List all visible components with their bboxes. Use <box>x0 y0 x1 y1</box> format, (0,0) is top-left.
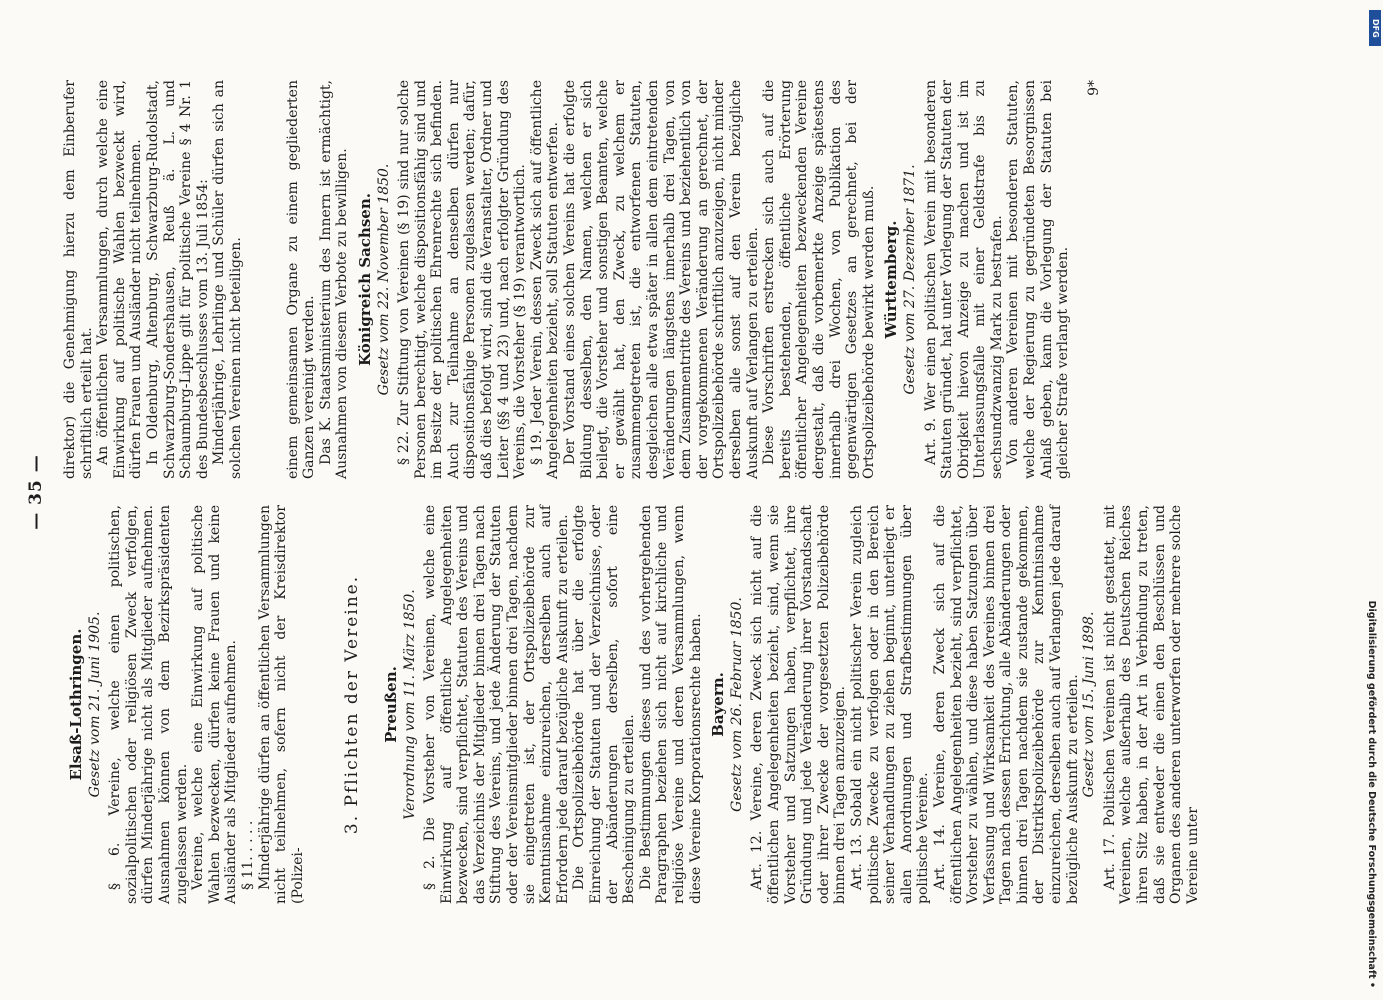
dfg-logo-icon: DFG <box>1369 10 1381 46</box>
paragraph: Die Bestimmungen dieses und des vorhergehenden Paragraphen beziehen sich nicht auf kirchliche und religiöse Vereine und deren Versammlungen, wenn diese Vereine Korporationsrechte haben. <box>637 505 704 904</box>
paragraph: § 22. Zur Stiftung von Vereinen (§ 19) sind nur solche Personen berechtigt, welche dispositionsfähig sind und im Besitze der politischen Ehrenrechte sich befinden. Auch zur Teilnahme an denselben dürfen nur dispositionsfähige Personen zugelassen werden; dafür, daß dies befolgt wird, sind die Veranstalter, Ordner und Leiter (§§ 4 und 23) und, nach erfolgter Gründung des Vereins, die Vorsteher (§ 19) verantwortlich. <box>396 80 529 479</box>
paragraph: Art. 17. Politischen Vereinen ist nicht gestattet, mit Vereinen, welche außerhalb des Deutschen Reiches ihren Sitz haben, in der Art in Verbindung zu treten, daß sie entweder die einen den Beschlüssen und Organen des anderen unterworfen oder mehrere solche Vereine unter <box>1101 505 1201 904</box>
page-number: — 35 — <box>26 454 46 530</box>
paragraph: In Oldenburg, Altenburg, Schwarzburg-Rudolstadt, Schwarzburg-Sondershausen, Reuß ä. L. und Schaumburg-Lippe gilt für politische Vereine § 4 Nr. 1 des Bundesbeschlusses vom 13. Juli 1854: <box>144 80 211 479</box>
paragraph: Die Ortspolizeibehörde hat über die erfolgte Einreichung der Statuten und der Verzeichnisse, oder der Abänderungen derselben, sofort eine Bescheinigung zu erteilen. <box>571 505 638 904</box>
section-title: Württemberg. <box>882 220 901 339</box>
section-title: Preußen. <box>381 666 400 743</box>
paragraph: Diese Vorschriften erstrecken sich auch auf die bereits bestehenden, öffentliche Erörterung öffentlicher Angelegenheiten bezweckenden Vereine dergestalt, daß die vorbemerkte Anzeige spätestens innerhalb drei Wochen, von Publikation des gegenwärtigen Gesetzes an gerechnet, bei der Ortspolizeibehörde bewirkt werden muß. <box>761 80 877 479</box>
section-date: Gesetz vom 22. November 1850. <box>375 163 392 396</box>
paragraph: An öffentlichen Versammlungen, durch welche eine Einwirkung auf politische Wahlen bezweckt wird, dürfen Frauen und Ausländer nicht teilnehmen. <box>95 80 145 479</box>
section-title: Bayern. <box>709 672 728 737</box>
paragraph: Minderjährige, Lehrlinge und Schüler dürfen sich an solchen Vereinen nicht beteiligen. <box>211 80 244 479</box>
section-date: Gesetz vom 27. Dezember 1871. <box>901 164 918 395</box>
section-date: Gesetz vom 21. Juni 1905. <box>86 611 103 798</box>
signature-mark: 9* <box>1085 80 1102 96</box>
section-title: Königreich Sachsen. <box>355 193 374 366</box>
section-title: Elsaß-Lothringen. <box>67 628 85 781</box>
section-date: Gesetz vom 15. Juni 1898. <box>1081 611 1098 798</box>
paragraph: Der Vorstand eines solchen Vereins hat die erfolgte Bildung desselben, den Namen, welchen er sich beilegt, die Vorsteher und sonstigen Beamten, welche er gewählt hat, den Zweck, zu welchem er zusammengetreten ist, die entworfenen Statuten, desgleichen alle etwa später in allen dem eintretenden Veränderungen längstens innerhalb drei Tagen, von dem Zusammentritte des Vereins und beziehentlich von der vorgekommenen Veränderung an gerechnet, der Ortspolizeibehörde schriftlich anzuzeigen, nicht minder derselben alle sonst auf den Verein bezügliche Auskunft auf Verlangen zu erteilen. <box>562 80 761 479</box>
paragraph: Art. 12. Vereine, deren Zweck sich nicht auf die öffentlichen Angelegenheiten bezieht, sind, wenn sie Vorsteher und Satzungen haben, verpflichtet, ihre Gründung und jede Veränderung ihrer Vorstandschaft oder ihrer Zwecke der vorgesetzten Polizeibehörde binnen drei Tagen anzuzeigen. <box>749 505 849 904</box>
section-date: Verordnung vom 11. März 1850. <box>401 589 418 820</box>
paragraph: Art. 14. Vereine, deren Zweck sich auf die öffentlichen Angelegenheiten bezieht, sind verpflichtet, Vorsteher zu wählen, und diese haben Satzungen über Verfassung und Wirksamkeit des Vereines binnen drei Tagen nach dessen Errichtung, alle Abänderungen oder binnen drei Tagen nachdem sie zustande gekommen, der Distriktspolizeibehörde zur Kenntnisnahme einzureichen, derselben auch auf Verlangen jede darauf bezügliche Auskunft zu erteilen. <box>931 505 1081 904</box>
right-column <box>62 80 1102 479</box>
paragraph: Das K. Staatsministerium des Innern ist ermächtigt, Ausnahmen von diesem Verbote zu bewilligen. <box>317 80 351 479</box>
paragraph: Art. 13. Sobald ein nicht politischer Verein zugleich politische Zwecke zu verfolgen oder in den Bereich seiner Verhandlungen zu ziehen beginnt, unterliegt er allen Anordnungen und Strafbestimmungen über politische Vereine. <box>848 505 932 904</box>
paragraph: Von anderen Vereinen mit besonderen Statuten, welche der Regierung zu gegründeten Besorgnissen Anlaß geben, kann die Vorlegung der Statuten bei gleicher Strafe verlangt werden. <box>1005 80 1072 479</box>
dfg-credit-strip <box>1363 8 1379 998</box>
paragraph: Vereine, welche eine Einwirkung auf politische Wahlen bezwecken, dürfen keine Frauen und keine Ausländer als Mitglieder aufnehmen. <box>190 505 240 904</box>
paragraph: § 11. . . . . <box>239 820 256 890</box>
chapter-heading: 3. Pflichten der Vereine. <box>342 574 363 835</box>
dfg-credit-text: Digitalisierung gefördert durch die Deutsche Forschungsgemeinschaft • <box>1366 600 1377 988</box>
section-date: Gesetz vom 26. Februar 1850. <box>728 597 745 812</box>
left-column <box>62 505 1201 904</box>
paragraph: einem gemeinsamen Organe zu einem gegliederten Ganzen vereinigt werden. <box>284 80 318 479</box>
paragraph: direktor) die Genehmigung hierzu dem Einberufer schriftlich erteilt hat. <box>62 80 95 479</box>
paragraph: Art. 9. Wer einen politischen Verein mit besonderen Statuten gründet, hat unter Vorlegung der Statuten der Obrigkeit hievon Anzeige zu machen und ist im Unterlassungsfalle mit einer Geldstrafe bis zu sechsundzwanzig Mark zu bestrafen. <box>922 80 1005 479</box>
paragraph: § 19. Jeder Verein, dessen Zweck sich auf öffentliche Angelegenheiten bezieht, soll Statuten entwerfen. <box>528 80 562 479</box>
paragraph: § 2. Die Vorsteher von Vereinen, welche eine Einwirkung auf öffentliche Angelegenheiten bezwecken, sind verpflichtet, Statuten des Vereins und das Verzeichnis der Mitglieder binnen drei Tagen nach Stiftung des Vereins, und jede Änderung der Statuten oder der Vereinsmitglieder binnen drei Tagen, nachdem sie eingetreten ist, der Ortspolizeibehörde zur Kenntnisnahme einzureichen, derselben auch auf Erfordern jede darauf bezügliche Auskunft zu erteilen. <box>422 505 571 904</box>
paragraph: Minderjährige dürfen an öffentlichen Versammlungen nicht teilnehmen, sofern nicht der Kreisdirektor (Polizei- <box>256 505 306 904</box>
paragraph: § 6. Vereine, welche einen politischen, sozialpolitischen oder religiösen Zweck verfolgen, dürfen Minderjährige nicht als Mitglieder aufnehmen. Ausnahmen können von dem Bezirkspräsidenten zugelassen werden. <box>107 505 190 904</box>
